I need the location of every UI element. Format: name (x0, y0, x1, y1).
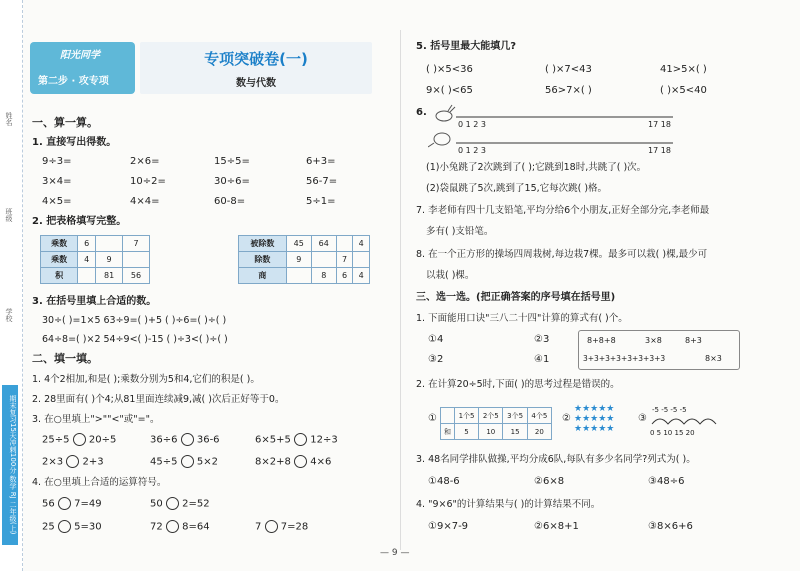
t2-c (311, 252, 336, 268)
calc-r1c1: 9÷3= (42, 156, 72, 167)
q5-text: 5. 括号里最大能填几? (416, 41, 517, 52)
t1-c: 4 (78, 252, 96, 268)
c1-opt-4[interactable]: ④1 (534, 354, 550, 365)
calc-r3c3: 60-8= (214, 196, 246, 207)
op-r: 8=64 (182, 521, 210, 533)
op-l: 7 (255, 521, 262, 533)
t1-h2: 乘数 (41, 252, 78, 268)
compare-circle[interactable] (73, 433, 86, 446)
c2t-c (441, 408, 455, 424)
q2-1-text: 1. 4个2相加,和是( );乘数分别为5和4,它们的积是( )。 (32, 374, 260, 385)
t2-c (353, 252, 370, 268)
c1-opt-2[interactable]: ②3 (534, 334, 550, 345)
page-number: — 9 — (380, 548, 410, 558)
compare-circle[interactable] (294, 433, 307, 446)
op-r: 5=30 (74, 521, 102, 533)
compare-circle[interactable] (294, 455, 307, 468)
calc-r2c1: 3×4= (42, 176, 72, 187)
q5-r1c3: 41>5×( ) (660, 64, 707, 75)
calc-r3c4: 5÷1= (306, 196, 336, 207)
t1-c (96, 236, 123, 252)
c4-opt-2[interactable]: ②6×8+1 (534, 521, 579, 532)
q5-r2c3: ( )×5<40 (660, 85, 707, 96)
c4-opt-3[interactable]: ③8×6+6 (648, 521, 693, 532)
calc-r2c2: 10÷2= (130, 176, 166, 187)
operator-row-1a (42, 497, 102, 511)
q5-r1c2: ( )×7<43 (545, 64, 592, 75)
c1-opt-1[interactable]: ①4 (428, 334, 444, 345)
q1-3-text: 3. 在括号里填上合适的数。 (32, 296, 157, 307)
t2-c: 4 (353, 268, 370, 284)
section-1-heading: 一、算一算。 (32, 116, 98, 129)
page-fold (400, 30, 401, 550)
c3-opt-3[interactable]: ③48÷6 (648, 476, 685, 487)
t1-c: 9 (96, 252, 123, 268)
section-3-heading: 三、选一选。(把正确答案的序号填在括号里) (416, 292, 616, 303)
q2-2-text: 2. 28里面有( )个4;从81里面连续减9,减( )次后正好等于0。 (32, 394, 285, 405)
t1-c (123, 252, 150, 268)
q6-2-text: (2)袋鼠跳了5次,跳到了15,它每次跳( )格。 (426, 183, 608, 194)
c1-text: 1. 下面能用口诀"三八二十四"计算的算式有( )个。 (416, 313, 628, 324)
line-ticks-end: 17 18 (648, 120, 671, 129)
calc-r2c3: 30÷6= (214, 176, 250, 187)
t2-c: 8 (311, 268, 336, 284)
q5-r2c2: 56>7×( ) (545, 85, 592, 96)
star-group-icon: ★★★★★ ★★★★★ ★★★★★ (574, 404, 615, 434)
op-r: 7=49 (74, 498, 102, 510)
fill-row-2: 64÷8=( )×2 54÷9<( )-15 ( )÷3<( )÷( ) (42, 334, 228, 345)
calc-r2c4: 56-7= (306, 176, 338, 187)
operator-row-2b (150, 520, 210, 534)
cmp-l: 8×2+8 (255, 456, 291, 468)
t2-c: 64 (311, 236, 336, 252)
calc-r1c2: 2×6= (130, 156, 160, 167)
c2t-c: 2个5 (479, 408, 503, 424)
line2-ticks-start: 0 1 2 3 (458, 146, 486, 155)
c3-text: 3. 48名同学排队做操,平均分成6队,每队有多少名同学?列式为( )。 (416, 454, 696, 465)
c2-jumps: -5 -5 -5 -5 (652, 406, 687, 414)
op-l: 25 (42, 521, 55, 533)
t2-h3: 商 (239, 268, 287, 284)
op-r: 2=52 (182, 498, 210, 510)
op-l: 72 (150, 521, 163, 533)
compare-circle[interactable] (66, 455, 79, 468)
cmp-r: 2+3 (82, 456, 104, 468)
t2-c: 7 (336, 252, 353, 268)
t1-c: 81 (96, 268, 123, 284)
school-label: 学校 (5, 308, 13, 322)
c2t-c: 20 (527, 424, 551, 440)
multiply-table (40, 235, 150, 284)
rabbit-icon (436, 105, 455, 121)
q1-1-text: 1. 直接写出得数。 (32, 137, 117, 148)
t1-c: 56 (123, 268, 150, 284)
q8-text-1: 8. 在一个正方形的操场四周栽树,每边栽7棵。最多可以栽( )棵,最少可 (416, 249, 708, 260)
operator-circle[interactable] (58, 497, 71, 510)
operator-row-2a (42, 520, 102, 534)
calc-r3c1: 4×5= (42, 196, 72, 207)
cmp-l: 25÷5 (42, 434, 70, 446)
c2t-c: 5 (454, 424, 478, 440)
compare-row-1b (150, 433, 220, 447)
q6-label: 6. (416, 107, 427, 118)
cmp-l: 45÷5 (150, 456, 178, 468)
step-label: 第二步 · 攻专项 (38, 76, 109, 87)
c2-opt-3[interactable]: ③ (638, 413, 647, 424)
op-r: 7=28 (280, 521, 309, 533)
expr-3: 8+3 (685, 336, 702, 345)
page-title: 专项突破卷(一) (204, 50, 308, 68)
spine-title: 期末复习15天冲刺100分 数学 RJ 二年级(上) (2, 385, 18, 545)
brand-logo: 阳光同学 (60, 50, 100, 61)
c2t-c: 和 (441, 424, 455, 440)
c4-opt-1[interactable]: ①9×7-9 (428, 521, 469, 532)
divide-table (238, 235, 370, 284)
calc-r1c3: 15÷5= (214, 156, 250, 167)
expression-box (578, 330, 740, 370)
expr-4: 3+3+3+3+3+3+3+3 (583, 354, 666, 363)
t1-c: 6 (78, 236, 96, 252)
t2-c: 9 (286, 252, 311, 268)
fill-row-1: 30÷( )=1×5 63÷9=( )+5 ( )÷6=( )÷( ) (42, 315, 227, 326)
t2-h2: 除数 (239, 252, 287, 268)
c2t-c: 4个5 (527, 408, 551, 424)
q7-text-1: 7. 李老师有四十几支铅笔,平均分给6个小朋友,正好全部分完,李老师最 (416, 205, 710, 216)
q6-1-text: (1)小兔跳了2次跳到了( );它跳到18时,共跳了( )次。 (426, 162, 647, 173)
c2-text: 2. 在计算20÷5时,下面( )的思考过程是错误的。 (416, 379, 620, 390)
q5-r1c1: ( )×5<36 (426, 64, 473, 75)
expr-5: 8×3 (705, 354, 722, 363)
c3-opt-1[interactable]: ①48-6 (428, 476, 460, 487)
op-l: 50 (150, 498, 163, 510)
c2t-c: 3个5 (503, 408, 527, 424)
cmp-r: 20÷5 (88, 434, 117, 446)
expr-1: 8+8+8 (587, 336, 616, 345)
jump-arcs-icon (650, 414, 725, 426)
operator-row-2c (255, 520, 308, 534)
c4-text: 4. "9×6"的计算结果与( )的计算结果不同。 (416, 499, 601, 510)
t2-c (286, 268, 311, 284)
cmp-r: 5×2 (196, 456, 218, 468)
t2-c: 45 (286, 236, 311, 252)
compare-row-2 (42, 455, 104, 469)
name-label: 姓名 (5, 112, 13, 126)
q5-r2c1: 9×( )<65 (426, 85, 473, 96)
compare-circle[interactable] (181, 433, 194, 446)
q8-text-2: 以栽( )棵。 (426, 270, 475, 281)
t2-c: 4 (353, 236, 370, 252)
t2-h1: 被除数 (239, 236, 287, 252)
t1-c: 7 (123, 236, 150, 252)
operator-circle[interactable] (166, 520, 179, 533)
c2-table (440, 407, 552, 440)
operator-circle[interactable] (166, 497, 179, 510)
op-l: 56 (42, 498, 55, 510)
cmp-r: 12÷3 (310, 434, 338, 446)
c2-opt-2[interactable]: ② (562, 413, 571, 424)
compare-row-1c (255, 433, 338, 447)
operator-row-1b (150, 497, 210, 511)
page-subtitle: 数与代数 (236, 78, 276, 89)
cmp-l: 36÷6 (150, 434, 178, 446)
c1-opt-3[interactable]: ③2 (428, 354, 444, 365)
c3-opt-2[interactable]: ②6×8 (534, 476, 565, 487)
t2-c: 6 (336, 268, 353, 284)
kangaroo-icon (428, 133, 450, 147)
brand-banner (30, 42, 135, 94)
section-2-heading: 二、填一填。 (32, 352, 98, 365)
cmp-l: 2×3 (42, 456, 64, 468)
compare-row-2c (255, 455, 331, 469)
t1-h3: 积 (41, 268, 78, 284)
q7-text-2: 多有( )支铅笔。 (426, 226, 494, 237)
compare-row-1 (42, 433, 116, 447)
calc-r3c2: 4×4= (130, 196, 160, 207)
c2t-c: 1个5 (454, 408, 478, 424)
q2-3-text: 3. 在○里填上">""<"或"="。 (32, 414, 160, 425)
t2-c (336, 236, 353, 252)
expr-2: 3×8 (645, 336, 662, 345)
q1-2-text: 2. 把表格填写完整。 (32, 216, 127, 227)
cmp-r: 4×6 (310, 456, 332, 468)
line2-ticks-end: 17 18 (648, 146, 671, 155)
c2-numbers: 0 5 10 15 20 (650, 429, 695, 437)
q2-4-text: 4. 在○里填上合适的运算符号。 (32, 477, 167, 488)
binding-margin (0, 0, 23, 571)
t1-h1: 乘数 (41, 236, 78, 252)
compare-circle[interactable] (181, 455, 194, 468)
c2t-c: 15 (503, 424, 527, 440)
operator-circle[interactable] (265, 520, 278, 533)
c2-opt-1[interactable]: ① (428, 413, 437, 424)
calc-r1c4: 6+3= (306, 156, 336, 167)
line-ticks-start: 0 1 2 3 (458, 120, 486, 129)
operator-circle[interactable] (58, 520, 71, 533)
title-band (140, 42, 372, 94)
c2t-c: 10 (479, 424, 503, 440)
compare-row-2b (150, 455, 218, 469)
cmp-r: 36-6 (196, 434, 220, 446)
class-label: 班级 (5, 208, 13, 222)
cmp-l: 6×5+5 (255, 434, 291, 446)
t1-c (78, 268, 96, 284)
